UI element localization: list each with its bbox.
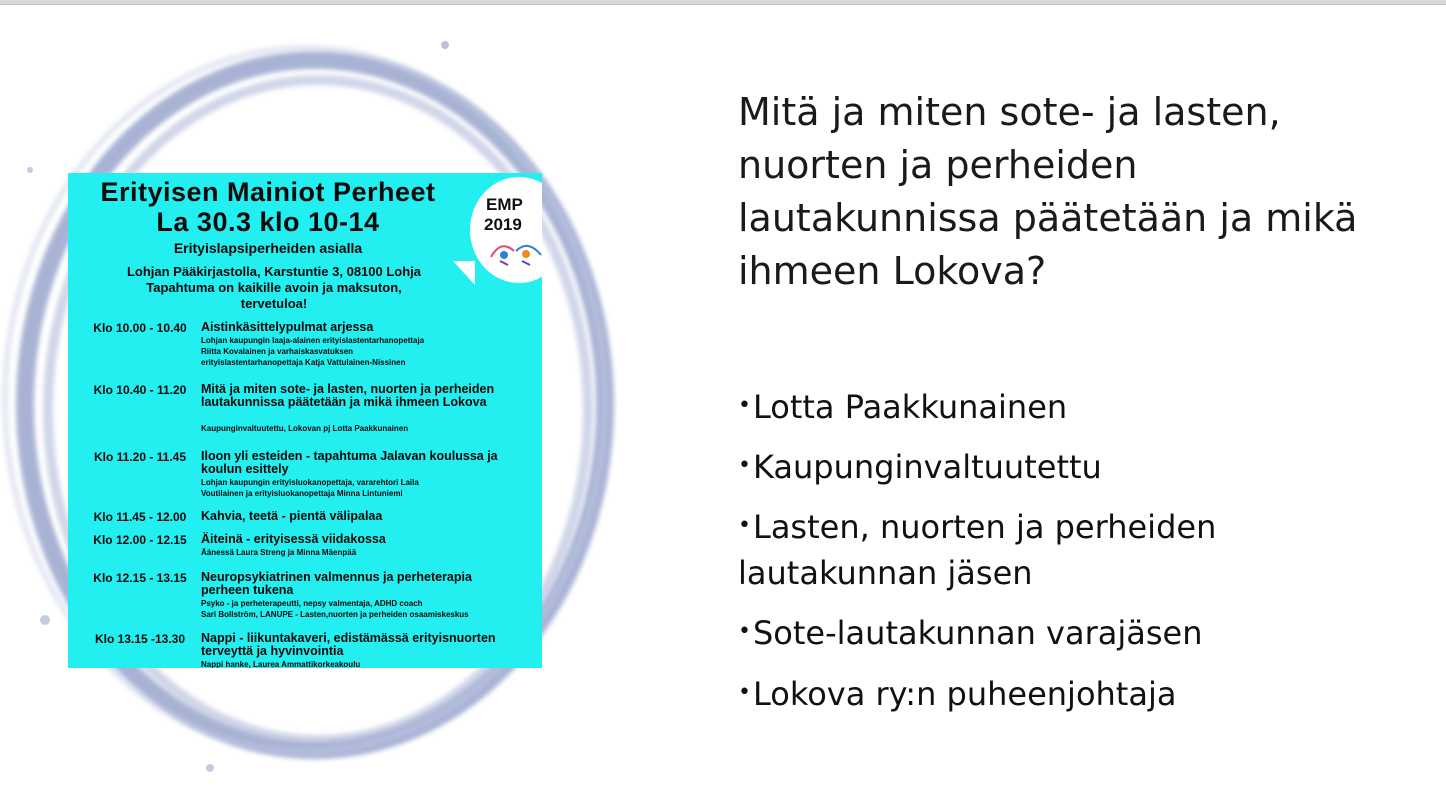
bullet-dot-icon: • [738, 680, 751, 705]
emp-logo-icon [486, 237, 542, 267]
program-title: Nappi - liikuntakaveri, edistämässä erityisnuorten terveyttä ja hyvinvointia [201, 631, 496, 658]
bullet-item [738, 670, 1358, 717]
bullet-dot-icon: • [738, 513, 751, 538]
program-description: Nappi hanke, Laurea Ammattikorkeakoulu [201, 660, 361, 668]
bullet-item [738, 503, 1358, 596]
poster-date: La 30.3 klo 10-14 [156, 207, 380, 237]
bullet-text: Lotta Paakkunainen [752, 388, 1068, 426]
bullet-text: Lasten, nuorten ja perheiden lautakunnan jäsen [738, 508, 1217, 592]
poster-location-line: Lohjan Pääkirjastolla, Karstuntie 3, 08100 Lohja [126, 264, 422, 279]
program-title: Aistinkäsittelypulmat arjessa [201, 320, 374, 334]
program-title: Kahvia, teetä - pientä välipalaa [201, 509, 383, 523]
bullet-text: Sote-lautakunnan varajäsen [752, 614, 1203, 652]
program-description: Sari Bollström, LANUPE - Lasten,nuorten ja perheiden osaamiskeskus [201, 610, 469, 619]
program-description: Psyko - ja perheterapeutti, nepsy valmentaja, ADHD coach [201, 599, 423, 608]
program-description: Lohjan kaupungin laaja-alainen erityislastentarhanopettaja [201, 336, 425, 345]
bullet-item [738, 443, 1358, 490]
program-description: erityislastentarhanopettaja Katja Vattulainen-Nissinen [201, 358, 406, 367]
program-description: Riitta Kovalainen ja varhaiskasvatuksen [201, 347, 354, 356]
program-description: Äänessä Laura Streng ja Minna Mäenpää [201, 548, 357, 557]
poster-header [68, 177, 468, 257]
bullet-dot-icon: • [738, 453, 751, 478]
program-title: Äiteinä - erityisessä viidakossa [201, 532, 386, 546]
program-title: Mitä ja miten sote- ja lasten, nuorten ja perheiden lautakunnissa päätetään ja mikä ihmeen Lokova [201, 382, 495, 409]
bullet-item [738, 383, 1358, 430]
poster-location-line: tervetuloa! [240, 296, 308, 311]
program-description: Voutilainen ja erityisluokanopettaja Minna Lintuniemi [201, 489, 403, 498]
slide-heading: Mitä ja miten sote- ja lasten, nuorten ja perheiden lautakunnissa päätetään ja mikä ihmeen Lokova? [738, 90, 1358, 293]
program-title: Neuropsykiatrinen valmennus ja perheterapia perheen tukena [201, 570, 472, 597]
program-time: Klo 12.15 - 13.15 [93, 571, 187, 585]
program-time: Klo 11.20 - 11.45 [93, 450, 187, 464]
bullet-text: Lokova ry:n puheenjohtaja [752, 675, 1177, 713]
bullet-text: Kaupunginvaltuutettu [752, 448, 1102, 486]
poster-location-line: Tapahtuma on kaikille avoin ja maksuton, [146, 280, 402, 295]
poster-subtitle: Erityislapsiperheiden asialla [173, 240, 363, 256]
emp-badge [470, 177, 542, 283]
program-description: Lohjan kaupungin erityisluokanopettaja, vararehtori Laila [201, 478, 419, 487]
program-description: Kaupunginvaltuutettu, Lokovan pj Lotta Paakkunainen [201, 424, 409, 433]
program-time: Klo 10.00 - 10.40 [93, 321, 187, 335]
poster-title: Erityisen Mainiot Perheet [100, 177, 436, 207]
program-title: Iloon yli esteiden - tapahtuma Jalavan koulussa ja koulun esittely [201, 449, 498, 476]
window-top-border [0, 0, 1446, 5]
badge-name: EMP [486, 195, 523, 214]
bullet-dot-icon: • [738, 393, 751, 418]
poster-location [74, 264, 474, 312]
bullet-item [738, 609, 1358, 656]
program-time: Klo 12.00 - 12.15 [93, 533, 187, 547]
event-poster [68, 173, 542, 668]
program-time: Klo 10.40 - 11.20 [93, 383, 187, 397]
speech-bubble-tail [453, 261, 475, 285]
bullet-dot-icon: • [738, 619, 751, 644]
program-time: Klo 11.45 - 12.00 [93, 510, 187, 524]
badge-year: 2019 [484, 215, 522, 234]
program-time: Klo 13.15 -13.30 [94, 632, 186, 646]
